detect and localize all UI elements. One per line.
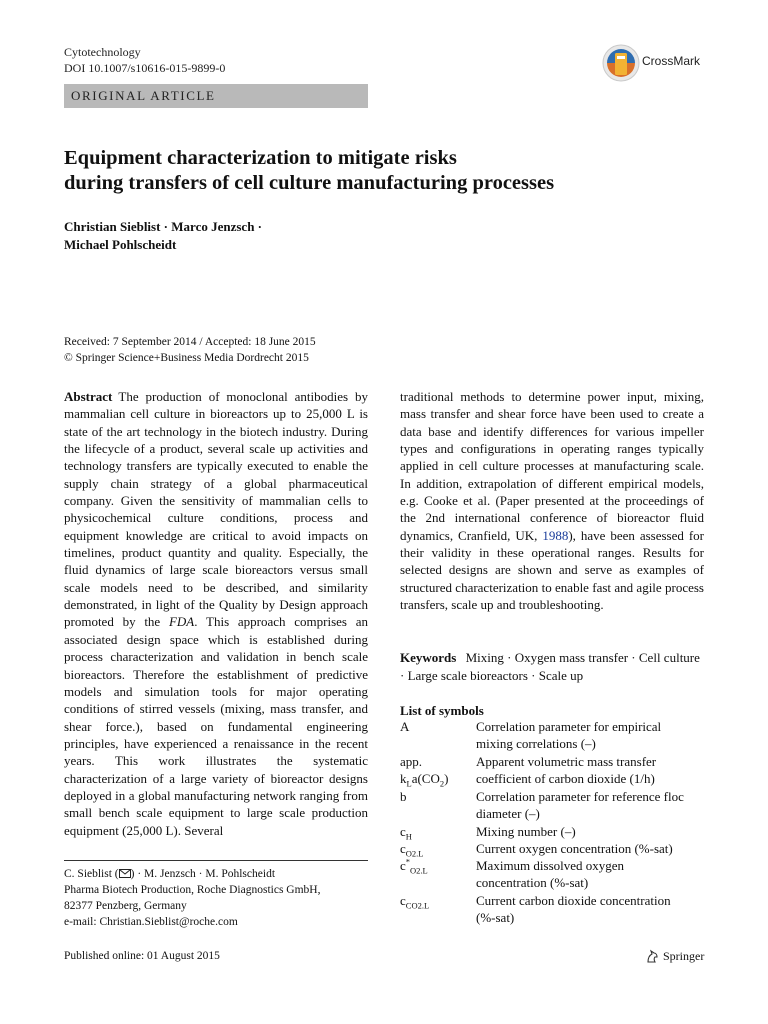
symbol-name: $c_{CO2.L}$ (400, 893, 430, 911)
symbol-row (400, 770, 704, 788)
published-online: Published online: 01 August 2015 (64, 950, 220, 962)
symbol-name: b (400, 789, 407, 804)
fda-italic: FDA (168, 614, 195, 630)
crossmark-label: CrossMark (642, 54, 701, 68)
doi[interactable]: DOI 10.1007/s10616-015-9899-0 (64, 61, 226, 75)
springer-label: Springer (663, 949, 705, 963)
springer-horse-icon (645, 949, 660, 964)
author-list (64, 218, 704, 254)
abstract-text-3: traditional methods to determine power input, mixing, mass transfer and shear force have been used to create a data base and identify differences for various impeller types and configurations in operating ranges typically applied in cell culture processes at manufacturing scale. In addition, extrapolation of different empirical models, e.g. Cooke et al. (Paper presented at the proceedings of the 2nd international conference of bioreactor fluid dynamics, Cranfield, UK, (400, 389, 704, 543)
symbol-row (400, 857, 704, 893)
abstract-text-2: . This approach comprises an associated design space which is established during process characterization and validation in bench scale bioreactors. Therefore the establishment of predictive models and simulation tools for major operating conditions of stirred vessels (mixing, mass transfer, and shear force.), based on fundamental engineering principles, have experienced a renaissance in the recent years. This work illustrates the systematic characterization of a large variety of bioreactor designs deployed in a global manufacturing network ranging from small bench scale equipment to large scale production equipment (25,000 L). Several (64, 614, 368, 838)
footnote-divider (64, 860, 368, 861)
affiliation-authors: C. Sieblist ( ) · M. Jenzsch · M. Pohlscheidt (64, 868, 276, 880)
authors-line-2: Michael Pohlscheidt (64, 237, 177, 252)
symbol-row (400, 753, 704, 771)
publication-history (64, 334, 464, 366)
springer-logo (645, 948, 715, 966)
symbol-name: $c^*_{O2.L}$ (400, 856, 428, 876)
article-title (64, 146, 704, 196)
symbol-row (400, 840, 704, 858)
affiliation-email[interactable]: e-mail: Christian.Sieblist@roche.com (64, 916, 238, 928)
author-affiliation (64, 866, 384, 930)
copyright: © Springer Science+Business Media Dordrecht 2015 (64, 352, 309, 364)
affiliation-institution: Pharma Biotech Production, Roche Diagnostics GmbH, (64, 884, 321, 896)
symbol-description: Correlation parameter for reference floc diameter (–) (476, 789, 684, 822)
crossmark-badge[interactable] (602, 44, 712, 82)
abstract-paragraph (64, 388, 368, 839)
keywords-label: Keywords (400, 650, 457, 665)
symbol-description: Maximum dissolved oxygen concentration (%-sat) (476, 858, 625, 891)
abstract-left-column (64, 388, 368, 839)
symbol-name: $c_H$ (400, 824, 412, 842)
abstract-text-1: The production of monoclonal antibodies by mammalian cell culture in bioreactors up to 25,000 L is state of the art technology in the biotech industry. During the lifecycle of a product, several scale up activities and technology transfers are typically executed to enable the supply chain strategy of a global pharmaceutical company. Given the sensitivity of mammalian cells to physicochemical culture conditions, process and equipment knowledge are critical to avoid impacts on timelines, product quantity and quality. Especially, the fluid dynamics of large scale bioreactors versus small scale models need to be described, and similarity demonstrated, in light of the Quality by Design approach promoted by the (64, 389, 368, 630)
symbol-description: Apparent volumetric mass transfer (476, 754, 657, 769)
abstract-right-column (400, 388, 704, 613)
symbol-description: Correlation parameter for empirical mixing correlations (–) (476, 719, 662, 752)
abstract-continuation (400, 388, 704, 613)
symbol-row (400, 718, 704, 754)
keywords-text: Mixing · Oxygen mass transfer · Cell culture · Large scale bioreactors · Scale up (400, 650, 700, 683)
symbol-description: Current carbon dioxide concentration (%-sat) (476, 893, 671, 926)
authors-line-1: Christian Sieblist · Marco Jenzsch · (64, 219, 263, 234)
symbol-row (400, 823, 704, 841)
symbol-name: A (400, 719, 410, 734)
abstract-text-4: ), have been assessed for their validity in these operational ranges. Results for selected designs are shown and serve as examples of structured characterization to enable fast and agile process transfers, scale up and troubleshooting. (400, 527, 704, 613)
article-type-banner: ORIGINAL ARTICLE (64, 84, 368, 108)
symbol-description: Current oxygen concentration (%-sat) (476, 841, 673, 856)
crossmark-icon (602, 44, 640, 82)
journal-name: Cytotechnology (64, 45, 141, 59)
symbol-name: $k_La(CO_2)$ (400, 771, 449, 789)
symbol-row (400, 892, 704, 928)
symbol-name: app. (400, 754, 423, 769)
reference-year-link[interactable]: 1988 (542, 527, 569, 543)
abstract-label: Abstract (64, 389, 113, 404)
symbol-name: $c_{O2.L}$ (400, 841, 424, 859)
affiliation-address: 82377 Penzberg, Germany (64, 900, 187, 912)
symbol-description: coefficient of carbon dioxide (1/h) (476, 771, 655, 786)
received-accepted: Received: 7 September 2014 / Accepted: 18 June 2015 (64, 336, 316, 348)
title-line-1: Equipment characterization to mitigate risks (64, 147, 457, 169)
keywords (400, 649, 704, 685)
envelope-icon (119, 869, 131, 878)
symbols-heading: List of symbols (400, 703, 484, 718)
title-line-2: during transfers of cell culture manufacturing processes (64, 172, 555, 194)
symbol-row (400, 788, 704, 824)
symbol-description: Mixing number (–) (476, 824, 576, 839)
